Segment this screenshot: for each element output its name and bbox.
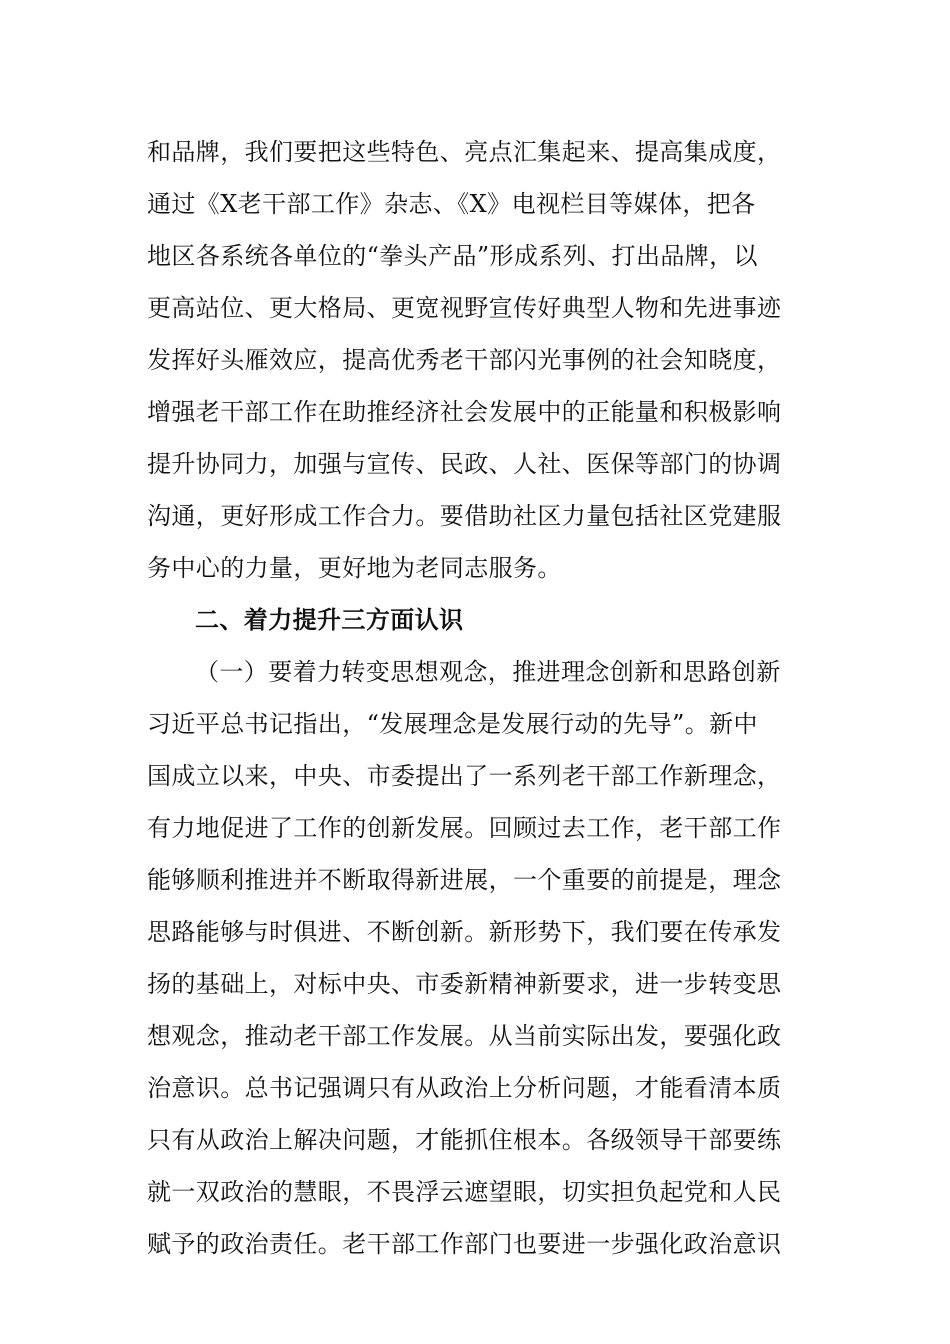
paragraph-line: 发挥好头雁效应，提高优秀老干部闪光事例的社会知晓度， [147, 346, 782, 374]
paragraph-line: 只有从政治上解决问题，才能抓住根本。各级领导干部要练 [147, 1126, 782, 1154]
subsection-heading: （一）要着力转变思想观念，推进理念创新和思路创新 [195, 658, 781, 686]
paragraph-line: 治意识。总书记强调只有从政治上分析问题，才能看清本质 [147, 1074, 782, 1102]
paragraph-line: 习近平总书记指出，“发展理念是发展行动的先导”。新中 [147, 710, 758, 738]
paragraph-line: 有力地促进了工作的创新发展。回顾过去工作，老干部工作 [147, 814, 782, 842]
paragraph-line: 和品牌，我们要把这些特色、亮点汇集起来、提高集成度， [147, 138, 782, 166]
paragraph-line: 思路能够与时俱进、不断创新。新形势下，我们要在传承发 [147, 918, 782, 946]
paragraph-line: 扬的基础上，对标中央、市委新精神新要求，进一步转变思 [147, 970, 782, 998]
paragraph-line: 地区各系统各单位的“拳头产品”形成系列、打出品牌，以 [147, 242, 758, 270]
paragraph-line: 务中心的力量，更好地为老同志服务。 [147, 554, 562, 582]
paragraph-line: 沟通，更好形成工作合力。要借助社区力量包括社区党建服 [147, 502, 782, 530]
paragraph-line: 想观念，推动老干部工作发展。从当前实际出发，要强化政 [147, 1022, 782, 1050]
paragraph-line: 通过《X老干部工作》杂志、《X》电视栏目等媒体，把各 [147, 190, 756, 218]
paragraph-line: 就一双政治的慧眼，不畏浮云遮望眼，切实担负起党和人民 [147, 1178, 782, 1206]
paragraph-line: 提升协同力，加强与宣传、民政、人社、医保等部门的协调 [147, 450, 782, 478]
paragraph-line: 增强老干部工作在助推经济社会发展中的正能量和积极影响 [147, 398, 782, 426]
paragraph-line: 能够顺利推进并不断取得新进展，一个重要的前提是，理念 [147, 866, 782, 894]
paragraph-line: 国成立以来，中央、市委提出了一系列老干部工作新理念， [147, 762, 782, 790]
paragraph-line: 更高站位、更大格局、更宽视野宣传好典型人物和先进事迹 [147, 294, 782, 322]
section-heading: 二、着力提升三方面认识 [195, 606, 464, 634]
paragraph-line: 赋予的政治责任。老干部工作部门也要进一步强化政治意识 [147, 1230, 782, 1258]
